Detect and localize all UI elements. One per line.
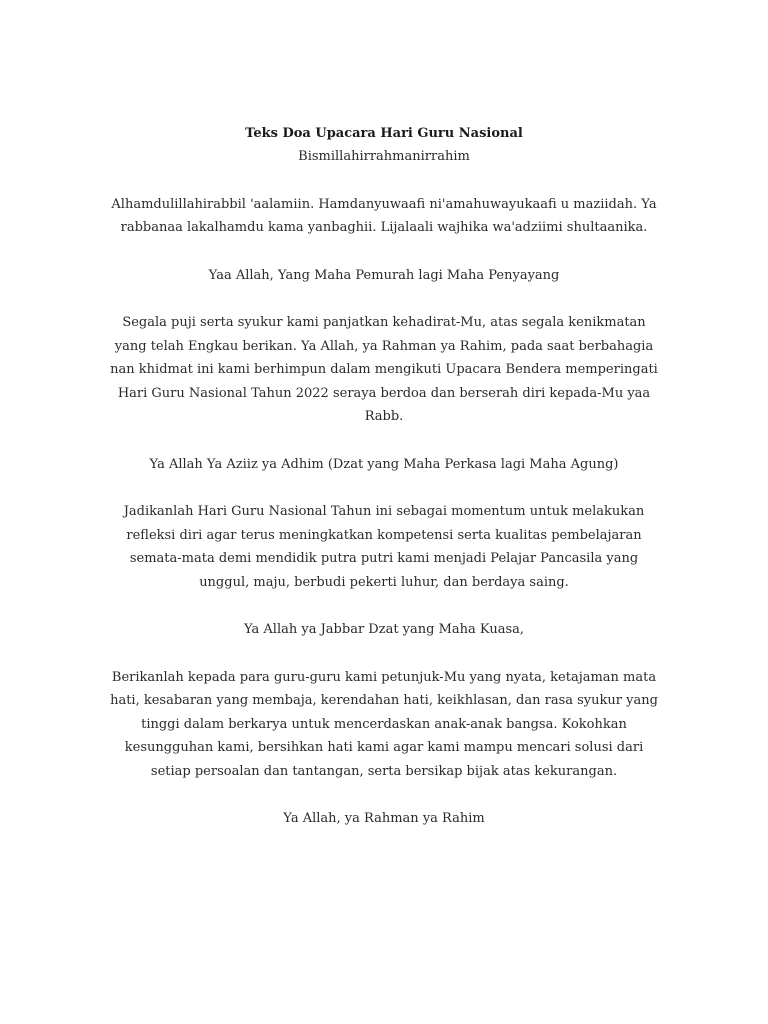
paragraph-invocation-mighty: Ya Allah Ya Aziiz ya Adhim (Dzat yang Maha Perkasa lagi Maha Agung) xyxy=(149,456,619,472)
document-body xyxy=(110,122,658,831)
document-subtitle: Bismillahirrahmanirrahim xyxy=(298,149,470,164)
paragraph-momentum: Jadikanlah Hari Guru Nasional Tahun ini sebagai momentum untuk melakukan refleksi diri agar terus meningkatkan kompetensi serta kualitas pembelajaran semata-mata demi mendidik putra putri kami menjadi Pelajar Pancasila yang unggul, maju, berbudi pekerti luhur, dan berdaya saing. xyxy=(123,504,645,590)
paragraph-invocation-merciful: Yaa Allah, Yang Maha Pemurah lagi Maha Penyayang xyxy=(208,267,560,283)
paragraph-invocation-powerful: Ya Allah ya Jabbar Dzat yang Maha Kuasa, xyxy=(243,622,525,637)
paragraph-closing-invocation: Ya Allah, ya Rahman ya Rahim xyxy=(283,811,485,826)
paragraph-guidance-for-teachers: Berikanlah kepada para guru-guru kami petunjuk-Mu yang nyata, ketajaman mata hati, kesabaran yang membaja, kerendahan hati, keikhlasan, dan rasa syukur yang tinggi dalam berkarya untuk mencerdaskan anak-anak bangsa. Kokohkan kesungguhan kami, bersihkan hati kami agar kami mampu mencari solusi dari setiap persoalan dan tantangan, serta bersikap bijak atas kekurangan. xyxy=(110,669,658,779)
paragraph-opening-praise: Alhamdulillahirabbil 'aalamiin. Hamdanyuwaafi ni'amahuwayukaafi u maziidah. Ya rabbanaa lakalhamdu kama yanbaghii. Lijalaali wajhika wa'adziimi shultaanika. xyxy=(111,196,657,235)
document-title: Teks Doa Upacara Hari Guru Nasional xyxy=(245,126,523,141)
paragraph-gratitude: Segala puji serta syukur kami panjatkan kehadirat-Mu, atas segala kenikmatan yang telah Engkau berikan. Ya Allah, ya Rahman ya Rahim, pada saat berbahagia nan khidmat ini kami berhimpun dalam mengikuti Upacara Bendera memperingati Hari Guru Nasional Tahun 2022 seraya berdoa dan berserah diri kepada-Mu yaa Rabb. xyxy=(110,315,658,424)
